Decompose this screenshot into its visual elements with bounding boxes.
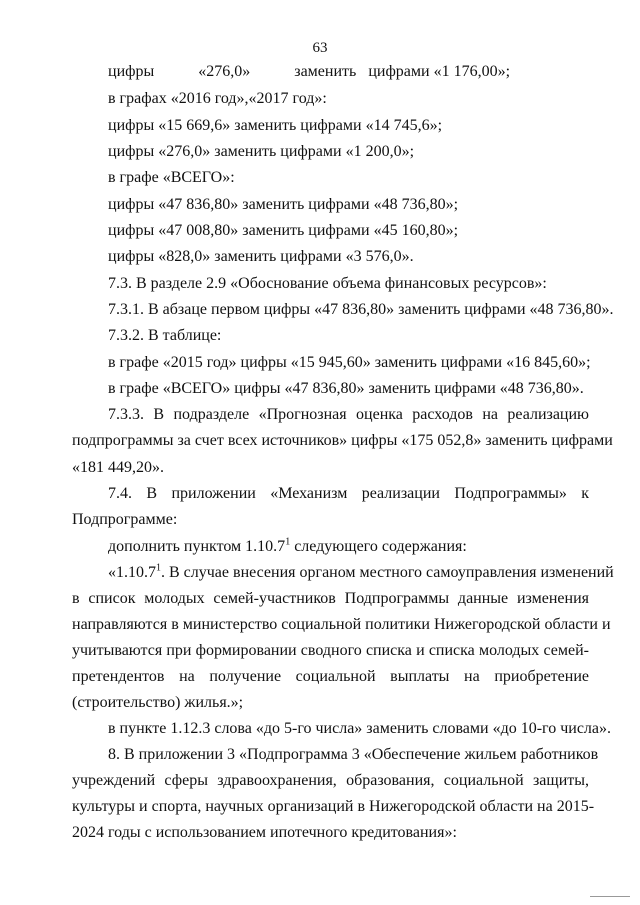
text-line: в графе «ВСЕГО»: [108, 169, 235, 186]
text-line: в список молодых семей-участников Подпрограммы данные изменения [72, 590, 589, 607]
text-line: Подпрограмме: [72, 511, 178, 528]
text-line: 7.4. В приложении «Механизм реализации Подпрограммы» к [108, 485, 589, 502]
text-line: претендентов на получение социальной выплаты на приобретение [72, 668, 589, 685]
superscript: 1 [285, 536, 291, 548]
page-number: 63 [312, 40, 328, 56]
text-line: направляются в министерство социальной политики Нижегородской области и [72, 616, 611, 633]
text-line: 7.3.2. В таблице: [108, 327, 222, 344]
text-line: (строительство) жилья.»; [72, 694, 244, 711]
text-fragment: «1.10.7 [108, 564, 156, 581]
text-line [108, 562, 614, 583]
text-line: в графе «2015 год» цифры «15 945,60» заменить цифрами «16 845,60»; [108, 354, 591, 371]
superscript: 1 [156, 562, 161, 574]
text-line: 8. В приложении 3 «Подпрограмма 3 «Обеспечение жильем работников [108, 746, 599, 763]
text-line: культуры и спорта, научных организаций в Нижегородской области на 2015- [72, 798, 595, 815]
text-line: учреждений сферы здравоохранения, образования, социальной защиты, [72, 772, 589, 789]
text-line: в пункте 1.12.3 слова «до 5-го числа» заменить словами «до 10-го числа». [108, 720, 612, 737]
text-line: цифры «276,0» заменить цифрами «1 200,0»; [108, 143, 415, 160]
text-line: учитываются при формировании сводного списка и списка молодых семей- [72, 642, 589, 659]
text-line: цифры «47 008,80» заменить цифрами «45 160,80»; [108, 222, 459, 239]
scan-edge-mark [590, 896, 630, 897]
text-fragment: цифрами «1 176,00»; [368, 63, 511, 80]
text-line: «181 449,20». [72, 459, 164, 476]
text-line: 2024 годы с использованием ипотечного кредитования»: [72, 824, 457, 841]
text-fragment: «276,0» [198, 63, 251, 80]
text-line: цифры «828,0» заменить цифрами «3 576,0». [108, 248, 414, 265]
text-line: цифры «15 669,6» заменить цифрами «14 745,6»; [108, 117, 443, 134]
text-fragment: дополнить пунктом 1.10.7 [108, 538, 286, 555]
text-line: цифры «47 836,80» заменить цифрами «48 736,80»; [108, 196, 459, 213]
text-line: 7.3.1. В абзаце первом цифры «47 836,80» заменить цифрами «48 736,80». [108, 301, 614, 318]
text-line: 7.3. В разделе 2.9 «Обоснование объема финансовых ресурсов»: [108, 275, 547, 292]
text-line: подпрограммы за счет всех источников» цифры «175 052,8» заменить цифрами [72, 432, 613, 449]
text-fragment: следующего содержания: [290, 538, 467, 555]
text-fragment: цифры [108, 63, 155, 80]
text-fragment: заменить [294, 63, 357, 80]
text-fragment: . В случае внесения органом местного самоуправления изменений [161, 564, 614, 581]
text-line: в графе «ВСЕГО» цифры «47 836,80» заменить цифрами «48 736,80». [108, 380, 584, 397]
text-line: в графах «2016 год»,«2017 год»: [108, 90, 327, 107]
text-line: 7.3.3. В подразделе «Прогнозная оценка расходов на реализацию [108, 406, 589, 423]
text-line [108, 62, 589, 82]
text-line [108, 537, 589, 557]
